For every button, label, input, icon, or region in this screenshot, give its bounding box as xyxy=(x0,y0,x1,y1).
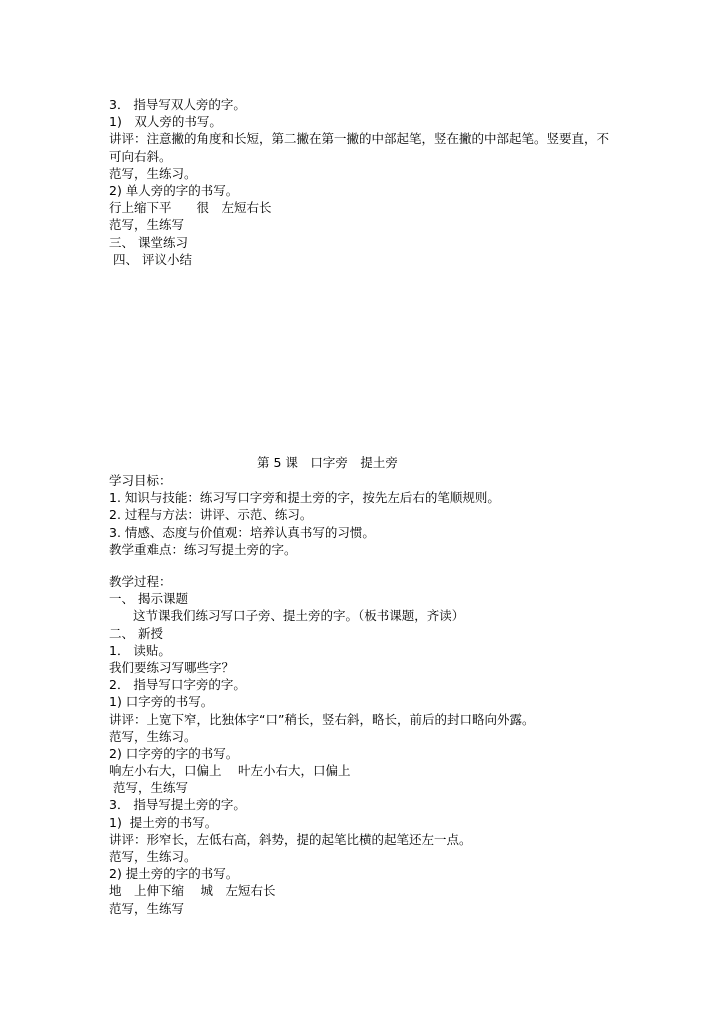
lesson-title: 第 5 课 口字旁 提土旁 xyxy=(257,455,398,470)
text-line: 四、 评议小结 xyxy=(109,251,192,267)
text-line: 2) 单人旁的字的书写。 xyxy=(109,182,239,198)
section-objectives xyxy=(109,472,609,558)
text-paragraph: 讲评：注意撇的角度和长短，第二撇在第一撇的中部起笔，竖在撇的中部起笔。竖要直，不可向右斜。 xyxy=(109,131,610,164)
text-line: 教学过程： xyxy=(109,574,172,589)
text-line: 二、 新授 xyxy=(109,625,163,641)
text-line: 1. 知识与技能：练习写口字旁和提土旁的字，按先左后右的笔顺规则。 xyxy=(109,490,500,506)
text-line: 2) 提土旁的字的书写。 xyxy=(109,866,239,882)
text-line: 范写，生练写 xyxy=(109,217,185,233)
text-line: 一、 揭示课题 xyxy=(109,591,188,607)
text-line: 行上缩下平 很 左短右长 xyxy=(109,200,272,216)
text-line: 1． 读贴。 xyxy=(109,642,171,658)
text-line: 2． 指导写口字旁的字。 xyxy=(109,677,246,693)
text-line: 三、 课堂练习 xyxy=(109,234,188,250)
text-line: 3． 指导写提土旁的字。 xyxy=(109,797,246,813)
text-line: 这节课我们练习写口子旁、提土旁的字。（板书课题，齐读） xyxy=(133,608,465,624)
text-line: 范写，生练写 xyxy=(109,780,188,796)
section-process xyxy=(109,573,609,917)
text-line: 3． 指导写双人旁的字。 xyxy=(109,97,246,112)
section-one xyxy=(109,96,609,268)
text-line: 讲评：形窄长，左低右高，斜势，提的起笔比横的起笔还左一点。 xyxy=(109,831,472,847)
text-line: 范写，生练习。 xyxy=(109,728,197,744)
text-line: 1) 双人旁的书写。 xyxy=(109,114,222,130)
text-line: 3. 情感、态度与价值观：培养认真书写的习惯。 xyxy=(109,524,375,540)
text-line: 范写，生练写 xyxy=(109,900,185,916)
text-line: 范写，生练习。 xyxy=(109,849,197,864)
text-line: 教学重难点：练习写提土旁的字。 xyxy=(109,541,297,557)
text-line: 地 上伸下缩 城 左短右长 xyxy=(109,883,276,899)
text-line: 范写，生练习。 xyxy=(109,165,197,181)
text-line: 2) 口字旁的字的书写。 xyxy=(109,745,239,761)
text-line: 响左小右大，口偏上 叶左小右大，口偏上 xyxy=(109,763,351,779)
text-line: 我们要练习写哪些字？ xyxy=(109,659,235,675)
text-line: 1) 口字旁的书写。 xyxy=(109,694,214,710)
text-line: 1) 提土旁的书写。 xyxy=(109,814,218,830)
text-line: 2. 过程与方法：讲评、示范、练习。 xyxy=(109,507,313,523)
text-line: 学习目标： xyxy=(109,473,172,488)
text-line: 讲评：上宽下窄，比独体字“口”稍长，竖右斜，略长，前后的封口略向外露。 xyxy=(109,711,535,727)
